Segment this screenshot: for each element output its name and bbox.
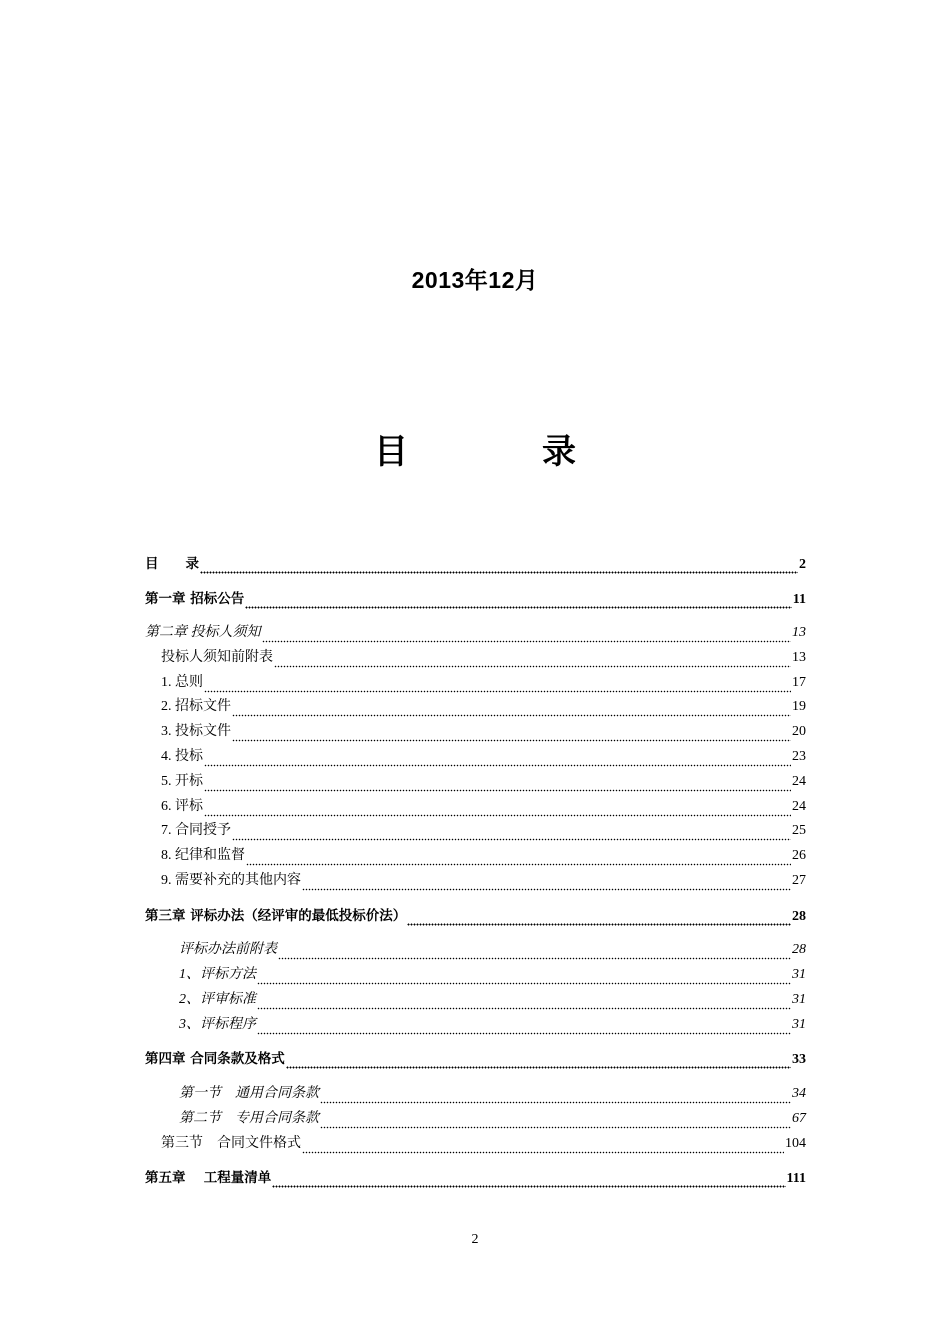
toc-entry-section-3[interactable]: [161, 721, 806, 743]
toc-entry-evaluation-method[interactable]: [179, 964, 806, 986]
dot-leader: [272, 1173, 785, 1189]
toc-entry-contract-forms[interactable]: [161, 1133, 806, 1155]
toc-entry-label: 第四章 合同条款及格式: [145, 1051, 285, 1067]
dot-leader: [302, 876, 791, 892]
toc-entry-label: 8. 纪律和监督: [161, 848, 245, 863]
toc-entry-label: 1. 总则: [161, 675, 203, 690]
toc-entry-label: 第一节 通用合同条款: [179, 1086, 319, 1101]
toc-entry-section-2[interactable]: [161, 696, 806, 718]
dot-leader: [262, 628, 792, 644]
toc-entry-chapter-2[interactable]: [145, 622, 806, 644]
toc-entry-page: 28: [792, 942, 806, 957]
toc-entry-label: 7. 合同授予: [161, 823, 231, 838]
dot-leader: [320, 1089, 791, 1105]
toc-entry-page: 20: [792, 724, 806, 739]
toc-entry-label: 目 录: [145, 556, 199, 572]
toc-entry-chapter-5[interactable]: [145, 1167, 806, 1189]
toc-entry-label: 6. 评标: [161, 799, 203, 814]
toc-entry-page: 13: [792, 625, 806, 640]
dot-leader: [302, 1139, 784, 1155]
toc-entry-evaluation-criteria[interactable]: [179, 989, 806, 1011]
toc-entry-section-7[interactable]: [161, 820, 806, 842]
toc-entry-page: 24: [792, 799, 806, 814]
page-number: 2: [471, 1232, 479, 1247]
toc-entry-section-8[interactable]: [161, 845, 806, 867]
dot-leader: [257, 970, 791, 986]
dot-leader: [320, 1114, 791, 1130]
toc-entry-section-1[interactable]: [161, 672, 806, 694]
toc-entry-label: 第五章 工程量清单: [145, 1170, 272, 1186]
toc-entry-label: 评标办法前附表: [179, 942, 277, 957]
dot-leader: [232, 727, 791, 743]
toc-entry-page: 26: [792, 848, 806, 863]
toc-entry-page: 104: [785, 1136, 806, 1151]
dot-leader: [204, 802, 791, 818]
toc-entry-page: 111: [786, 1171, 806, 1186]
toc-entry-page: 23: [792, 749, 806, 764]
dot-leader: [278, 945, 791, 961]
dot-leader: [274, 653, 791, 669]
toc-entry-label: 9. 需要补充的其他内容: [161, 873, 301, 888]
toc-entry-evaluation-appendix[interactable]: [179, 939, 806, 961]
dot-leader: [246, 851, 791, 867]
toc-entry-label: 1、评标方法: [179, 967, 256, 982]
dot-leader: [286, 1054, 791, 1070]
toc-entry-page: 28: [792, 909, 806, 924]
toc-entry-page: 34: [792, 1086, 806, 1101]
toc-entry-section-4[interactable]: [161, 746, 806, 768]
toc-entry-label: 4. 投标: [161, 749, 203, 764]
toc-entry-evaluation-procedure[interactable]: [179, 1014, 806, 1036]
toc-entry-page: 27: [792, 873, 806, 888]
toc-entry-label: 第二章 投标人须知: [145, 625, 261, 640]
toc-entry-page: 67: [792, 1111, 806, 1126]
dot-leader: [204, 752, 791, 768]
toc-entry-page: 33: [792, 1052, 806, 1067]
toc-entry-page: 19: [792, 699, 806, 714]
dot-leader: [245, 594, 792, 610]
toc-entry-page: 2: [799, 557, 806, 572]
toc-entry-chapter-4[interactable]: [145, 1048, 806, 1070]
toc-entry-special-terms[interactable]: [179, 1108, 806, 1130]
dot-leader: [204, 777, 791, 793]
toc-entry-label: 3. 投标文件: [161, 724, 231, 739]
toc-title: 目 录: [374, 432, 626, 472]
toc-entry-page: 25: [792, 823, 806, 838]
toc-entry-contents[interactable]: [145, 553, 806, 575]
toc-entry-general-terms[interactable]: [179, 1083, 806, 1105]
dot-leader: [257, 1020, 791, 1036]
toc-entry-chapter-1[interactable]: [145, 588, 806, 610]
dot-leader: [232, 826, 791, 842]
toc-entry-label: 2. 招标文件: [161, 699, 231, 714]
toc-entry-page: 13: [792, 650, 806, 665]
dot-leader: [204, 678, 791, 694]
dot-leader: [257, 995, 791, 1011]
toc-entry-label: 投标人须知前附表: [161, 650, 273, 665]
dot-leader: [232, 702, 791, 718]
toc-entry-label: 5. 开标: [161, 774, 203, 789]
toc-entry-page: 11: [792, 592, 806, 607]
toc-entry-page: 31: [792, 992, 806, 1007]
toc-entry-bidder-appendix[interactable]: [161, 647, 806, 669]
toc-entry-section-5[interactable]: [161, 771, 806, 793]
toc-entry-section-9[interactable]: [161, 870, 806, 892]
toc-entry-label: 第二节 专用合同条款: [179, 1111, 319, 1126]
dot-leader: [407, 911, 791, 927]
toc-entry-label: 2、评审标准: [179, 992, 256, 1007]
toc-entry-page: 31: [792, 1017, 806, 1032]
toc-entry-label: 第三节 合同文件格式: [161, 1136, 301, 1151]
date-heading: 2013年12月: [411, 267, 539, 293]
toc-entry-page: 17: [792, 675, 806, 690]
toc-entry-chapter-3[interactable]: [145, 905, 806, 927]
toc-entry-page: 31: [792, 967, 806, 982]
toc-entry-section-6[interactable]: [161, 796, 806, 818]
toc-entry-label: 第一章 招标公告: [145, 591, 245, 607]
toc-entry-page: 24: [792, 774, 806, 789]
toc-entry-label: 第三章 评标办法（经评审的最低投标价法）: [145, 908, 407, 924]
toc-entry-label: 3、评标程序: [179, 1017, 256, 1032]
dot-leader: [200, 559, 798, 575]
